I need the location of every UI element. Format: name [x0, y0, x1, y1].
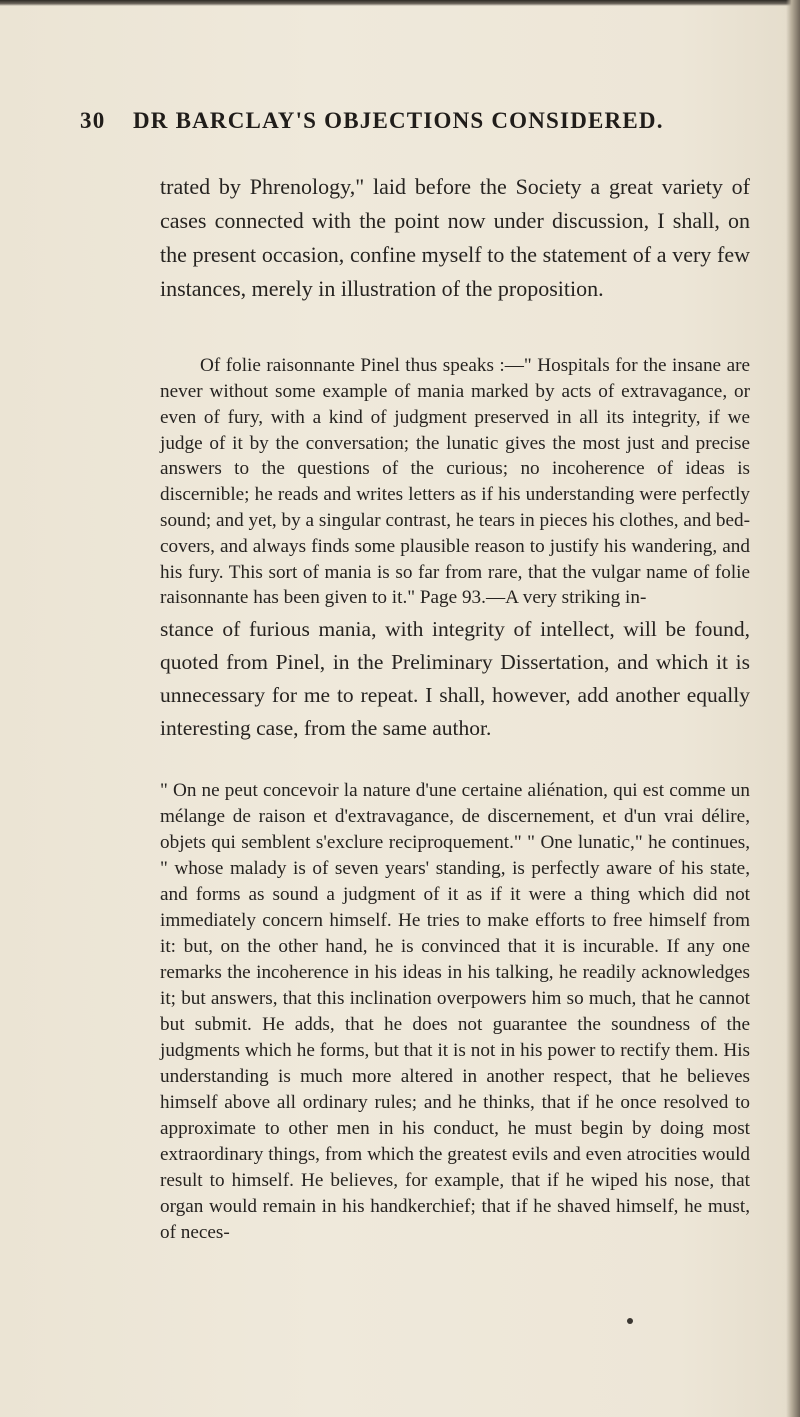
page-top-edge [0, 0, 800, 6]
paragraph-1: trated by Phrenology," laid before the Society a great variety of cases connected with the point now under discussion, I shall, on the present occasion, confine myself to the statement of a very few instances, merely in illustration of the proposition. [160, 174, 750, 301]
printer-mark [627, 1318, 633, 1324]
page-right-edge [786, 0, 800, 1417]
running-head: DR BARCLAY'S OBJECTIONS CONSIDERED. [133, 108, 664, 133]
paragraph-3: stance of furious mania, with integrity of intellect, will be found, quoted from Pinel, in the Preliminary Dissertation, and which it is unnecessary for me to repeat. I shall, however, add another equally interesting case, from the same author. [160, 616, 750, 740]
page-header [80, 108, 760, 144]
paragraph-4-quotation: " On ne peut concevoir la nature d'une certaine aliénation, qui est comme un mélange de raison et d'extravagance, de discernement, et d'un vrai délire, objets qui semblent s'exclure reciproquement." " One lunatic," he continues, " whose malady is of seven years' standing, is perfectly aware of his state, and forms as sound a judgment of it as if it were a thing which did not immediately concern himself. He tries to make efforts to free himself from it: but, on the other hand, he is convinced that it is incurable. If any one remarks the incoherence in his ideas in his talking, he readily acknowledges it; but answers, that this inclination overpowers him so much, that he cannot but submit. He adds, that he does not guarantee the soundness of the judgments which he forms, but that it is not in his power to rectify them. His understanding is much more altered in another respect, that he believes himself above all ordinary rules; and he thinks, that if he once resolved to approximate to other men in his conduct, he must begin by doing most extraordinary things, from which the greatest evils and even atrocities would result to himself. He believes, for example, that if he wiped his nose, that organ would remain in his handkerchief; that if he shaved himself, he must, of neces- [160, 780, 750, 1244]
page-number: 30 [80, 108, 106, 133]
paragraph-2-quotation: Of folie raisonnante Pinel thus speaks :—" Hospitals for the insane are never without some example of mania marked by acts of extravagance, or even of fury, with a kind of judgment preserved in all its integrity, if we judge of it by the conversation; the lunatic gives the most just and precise answers to the questions of the curious; no incoherence of ideas is discernible; he reads and writes letters as if his understanding were perfectly sound; and yet, by a singular contrast, he tears in pieces his clothes, and bed-covers, and always finds some plausible reason to justify his wandering, and his fury. This sort of mania is so far from rare, that the vulgar name of folie raisonnante has been given to it." Page 93.—A very striking in- [160, 355, 750, 609]
